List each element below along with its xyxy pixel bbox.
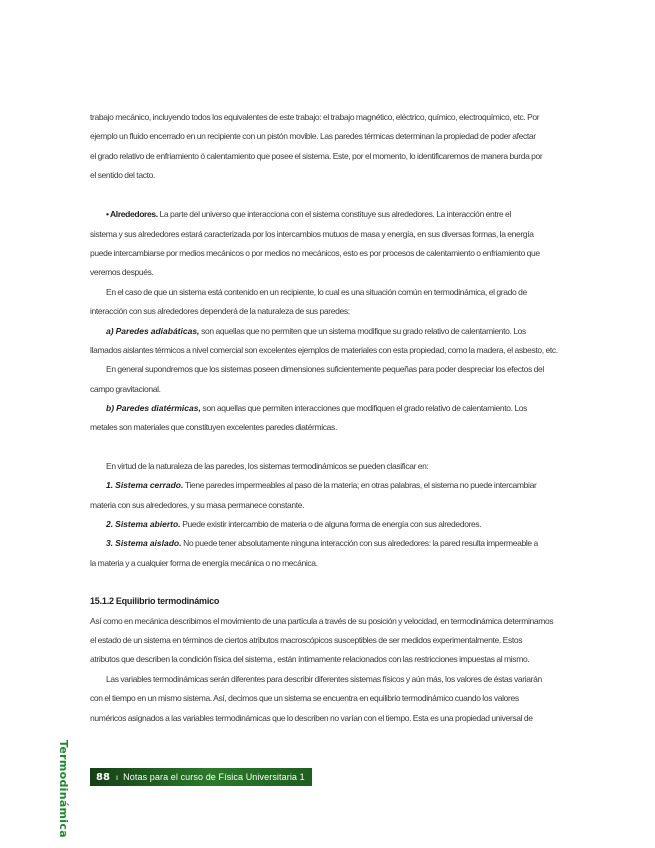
text-line: con el tiempo en un mismo sistema. Así, decimos que un sistema se encuentra en equilibrio termodinámico cuando los valores — [90, 693, 519, 704]
text-line: metales son materiales que constituyen excelentes paredes diatérmicas. — [90, 422, 337, 433]
text-line: ejemplo un fluido encerrado en un recipiente con un pistón movible. Las paredes térmicas determinan la propiedad de poder afectar — [90, 131, 536, 142]
closed-system-paragraph — [90, 476, 560, 495]
footer-bar — [90, 768, 312, 786]
text-line: el estado de un sistema en términos de ciertos atributos macroscópicos susceptibles de ser medidos experimentalmente. Estos — [90, 634, 523, 645]
footer-separator: ı — [115, 772, 119, 782]
isolated-system-text: No puede tener absolutamente ninguna interacción con sus alrededores: la pared resulta impermeable a — [181, 538, 538, 549]
diathermic-paragraph — [90, 399, 560, 418]
closed-system-text: Tiene paredes impermeables al paso de la materia; en otras palabras, el sistema no puede intercambiar — [183, 480, 537, 491]
text-line: Las variables termodinámicas serán diferentes para describir diferentes sistemas físicos y aún más, los valores de éstas variarán — [106, 673, 542, 684]
diathermic-text: son aquellas que permiten interacciones que modifiquen el grado relativo de calentamiento. Los — [200, 403, 528, 414]
text-line: el grado relativo de enfriamiento ó calentamiento que posee el sistema. Este, por el momento, lo identificaremos de manera burda por — [90, 150, 543, 161]
open-system-term: 2. Sistema abierto. — [106, 519, 181, 530]
text-line: veremos después. — [90, 267, 154, 278]
text-line: materia con sus alrededores, y su masa permanece constante. — [90, 499, 305, 510]
adiabatic-paragraph — [90, 322, 560, 341]
isolated-system-paragraph — [90, 534, 560, 553]
surroundings-paragraph — [90, 205, 560, 224]
side-title: Termodinámica — [57, 740, 70, 838]
text-line: puede intercambiarse por medios mecánicos o por medios no mecánicos, esto es por procesos de calentamiento o enfriamiento que — [90, 247, 540, 258]
text-line: En general supondremos que los sistemas poseen dimensiones suficientemente pequeñas para poder despreciar los efectos del — [106, 364, 544, 375]
closed-system-term: 1. Sistema cerrado. — [106, 480, 184, 491]
diathermic-term: b) Paredes diatérmicas, — [106, 403, 201, 414]
text-line: la materia y a cualquier forma de energía mecánica o no mecánica. — [90, 557, 318, 568]
open-system-paragraph — [90, 515, 560, 534]
open-system-text: Puede existir intercambio de materia o de alguna forma de energía con sus alrededores. — [180, 519, 482, 530]
text-line: numéricos asignados a las variables termodinámicas que lo describen no varían con el tiempo. Esta es una propiedad universal de — [90, 712, 533, 723]
text-line: campo gravitacional. — [90, 383, 161, 394]
surroundings-term: • Alrededores. — [106, 209, 158, 220]
text-line: atributos que describen la condición física del sistema , están íntimamente relacionados con las restricciones impuestas al mismo. — [90, 654, 530, 665]
text-line: llamados aislantes térmicos a nivel comercial son excelentes ejemplos de materiales con esta propiedad, como la madera, el asbesto, etc. — [90, 344, 558, 355]
text-line: Así como en mecánica describimos el movimiento de una partícula a través de su posición y velocidad, en termodinámica determinamos — [90, 615, 554, 626]
text-line: En el caso de que un sistema está contenido en un recipiente, lo cual es una situación común en termodinámica, el grado de — [106, 286, 527, 297]
text-line: sistema y sus alrededores estará caracterizada por los intercambios mutuos de masa y energía, en sus diversas formas, la energía — [90, 228, 534, 239]
footer-book-title: Notas para el curso de Física Universitaria 1 — [123, 772, 305, 782]
text-line: En virtud de la naturaleza de las paredes, los sistemas termodinámicos se pueden clasificar en: — [106, 460, 429, 471]
section-title: 15.1.2 Equilibrio termodinámico — [90, 596, 220, 607]
page-number: 88 — [96, 771, 110, 783]
surroundings-text: La parte del universo que interacciona con el sistema constituye sus alrededores. La interacción entre el — [157, 209, 511, 220]
text-line: interacción con sus alrededores dependerá de la naturaleza de sus paredes: — [90, 306, 350, 317]
body-text — [90, 108, 560, 728]
isolated-system-term: 3. Sistema aislado. — [106, 538, 182, 549]
text-line: el sentido del tacto. — [90, 170, 155, 181]
adiabatic-text: son aquellas que no permiten que un sistema modifique su grado relativo de calentamiento. Los — [199, 325, 526, 336]
adiabatic-term: a) Paredes adiabáticas, — [106, 325, 200, 336]
text-line: trabajo mecánico, incluyendo todos los equivalentes de este trabajo: el trabajo magnético, eléctrico, químico, electroquímico, etc. Por — [90, 112, 540, 122]
